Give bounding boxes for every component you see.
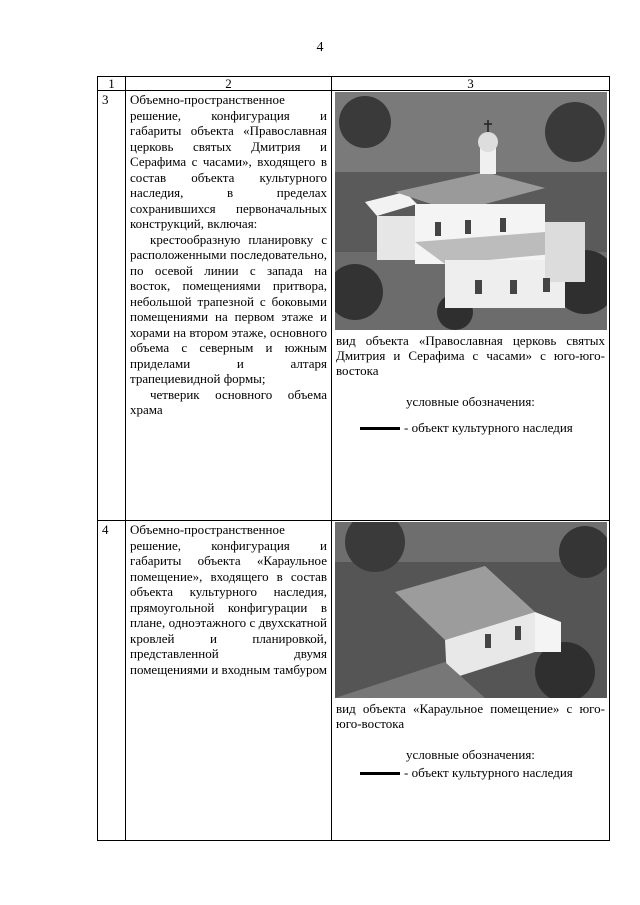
- photo-caption: вид объекта «Православная церковь святых Дмитрия и Серафима с часами» с юго-юго-востока: [336, 333, 605, 378]
- legend-row: [360, 420, 609, 436]
- church-photo: [335, 92, 607, 330]
- description-paragraph: крестообразную планировку с расположенными последовательно, по осевой линии с запада на восток, помещениями притвора, небольшой трапезной с боковыми помещениями на первом этаже и хорами на втором этаже, основного объема с северным и южным приделами и алтаря трапециевидной формы;: [130, 231, 327, 386]
- table-row: [98, 91, 610, 521]
- legend-row: [360, 765, 609, 781]
- legend-label: - объект культурного наследия: [404, 765, 573, 780]
- row-illustration: [332, 521, 610, 841]
- description-paragraph: Объемно-пространственное решение, конфигурация и габариты объекта «Православная церковь святых Дмитрия и Серафима с часами», входящего в состав объекта культурного наследия, в пределах сохранившихся первоначальных конструкций, включая:: [130, 92, 327, 231]
- column-header: 2: [126, 77, 332, 91]
- legend-line-icon: [360, 427, 400, 430]
- guardhouse-photo: [335, 522, 607, 698]
- table-header-row: [98, 77, 610, 91]
- legend-title: условные обозначения:: [406, 747, 535, 762]
- description-paragraph: Объемно-пространственное решение, конфигурация и габариты объекта «Караульное помещение», входящего в состав объекта культурного наследия, прямоугольной конфигурации в плане, одноэтажного с двухскатной кровлей и планировкой, представленной двумя помещениями и входным тамбуром: [130, 522, 328, 677]
- legend-label: - объект культурного наследия: [404, 420, 573, 435]
- row-number: 3: [98, 91, 126, 521]
- legend-title: условные обозначения:: [406, 394, 535, 409]
- row-illustration: [332, 91, 610, 521]
- column-header: 1: [98, 77, 126, 91]
- row-description: [126, 91, 332, 521]
- description-paragraph: четверик основного объема храма: [130, 386, 327, 417]
- column-header: 3: [332, 77, 610, 91]
- page-number: 4: [316, 40, 324, 55]
- legend-line-icon: [360, 772, 400, 775]
- row-description: [126, 521, 332, 841]
- photo-caption: вид объекта «Караульное помещение» с юго-юго-востока: [336, 701, 605, 731]
- heritage-table: [97, 76, 610, 841]
- table-row: [98, 521, 610, 841]
- row-number: 4: [98, 521, 126, 841]
